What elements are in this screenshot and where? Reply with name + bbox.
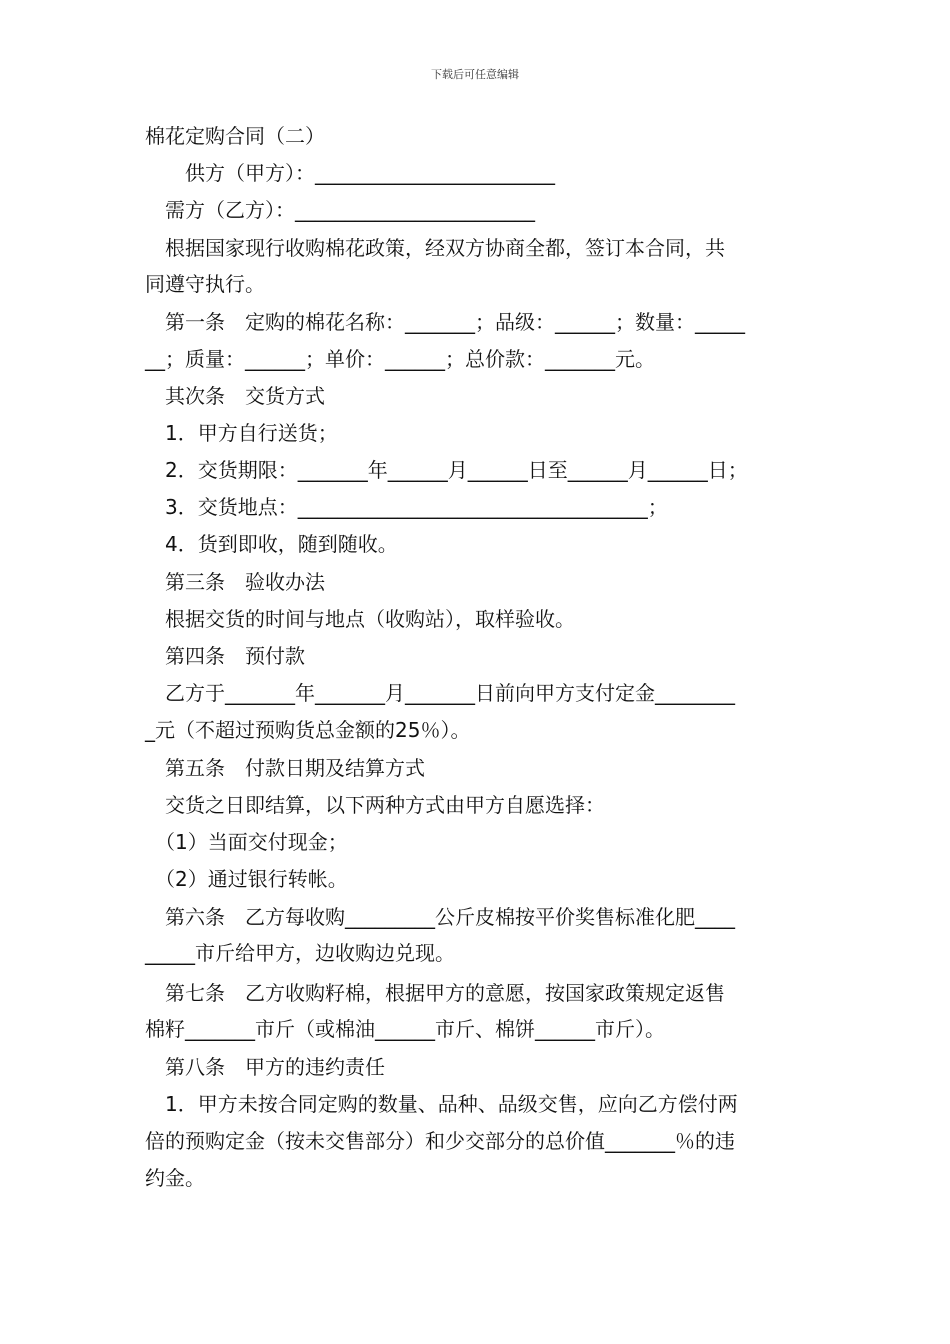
buyer-line: 需方（乙方）：________________________ [145, 198, 535, 222]
article-2-item: 4．货到即收，随到随收。 [145, 532, 398, 556]
article-3-heading: 第三条 验收办法 [145, 570, 325, 594]
article-1-line: 第一条 定购的棉花名称：_______；品级：______；数量：_____ [145, 310, 745, 334]
article-2-item: 3．交货地点：___________________________________； [145, 495, 668, 519]
article-4-text: 乙方于_______年_______月_______日前向甲方支付定金________ [145, 681, 735, 705]
supplier-line: 供方（甲方）：________________________ [145, 161, 555, 185]
article-7-text: 第七条 乙方收购籽棉，根据甲方的意愿，按国家政策规定返售 [145, 981, 725, 1005]
article-5-heading: 第五条 付款日期及结算方式 [145, 756, 425, 780]
article-7-text: 棉籽_______市斤（或棉油______市斤、棉饼______市斤）。 [145, 1017, 665, 1041]
preamble-line: 同遵守执行。 [145, 272, 265, 296]
article-2-heading: 其次条 交货方式 [145, 384, 325, 408]
article-8-text: 约金。 [145, 1166, 205, 1190]
article-8-heading: 第八条 甲方的违约责任 [145, 1055, 385, 1079]
article-5-option: （2）通过银行转帐。 [145, 867, 348, 891]
article-4-heading: 第四条 预付款 [145, 644, 305, 668]
preamble-line: 根据国家现行收购棉花政策，经双方协商全都，签订本合同，共 [145, 236, 725, 260]
article-6-text: _____市斤给甲方，边收购边兑现。 [145, 941, 455, 965]
article-3-text: 根据交货的时间与地点（收购站），取样验收。 [145, 607, 575, 631]
article-1-line: __；质量：______；单价：______；总价款：_______元。 [145, 347, 655, 371]
article-2-item: 2．交货期限：_______年______月______日至______月______日； [145, 458, 748, 482]
page-header-note: 下载后可任意编辑 [431, 68, 519, 81]
article-5-text: 交货之日即结算，以下两种方式由甲方自愿选择： [145, 793, 605, 817]
article-2-item: 1．甲方自行送货； [145, 421, 338, 445]
article-8-text: 1．甲方未按合同定购的数量、品种、品级交售，应向乙方偿付两 [145, 1092, 738, 1116]
article-5-option: （1）当面交付现金； [145, 830, 348, 854]
document-title: 棉花定购合同（二） [145, 124, 325, 148]
article-8-text: 倍的预购定金（按未交售部分）和少交部分的总价值_______％的违 [145, 1129, 735, 1153]
article-6-text: 第六条 乙方每收购_________公斤皮棉按平价奖售标准化肥____ [145, 905, 735, 929]
article-4-text: _元（不超过预购货总金额的25％）。 [145, 718, 471, 742]
